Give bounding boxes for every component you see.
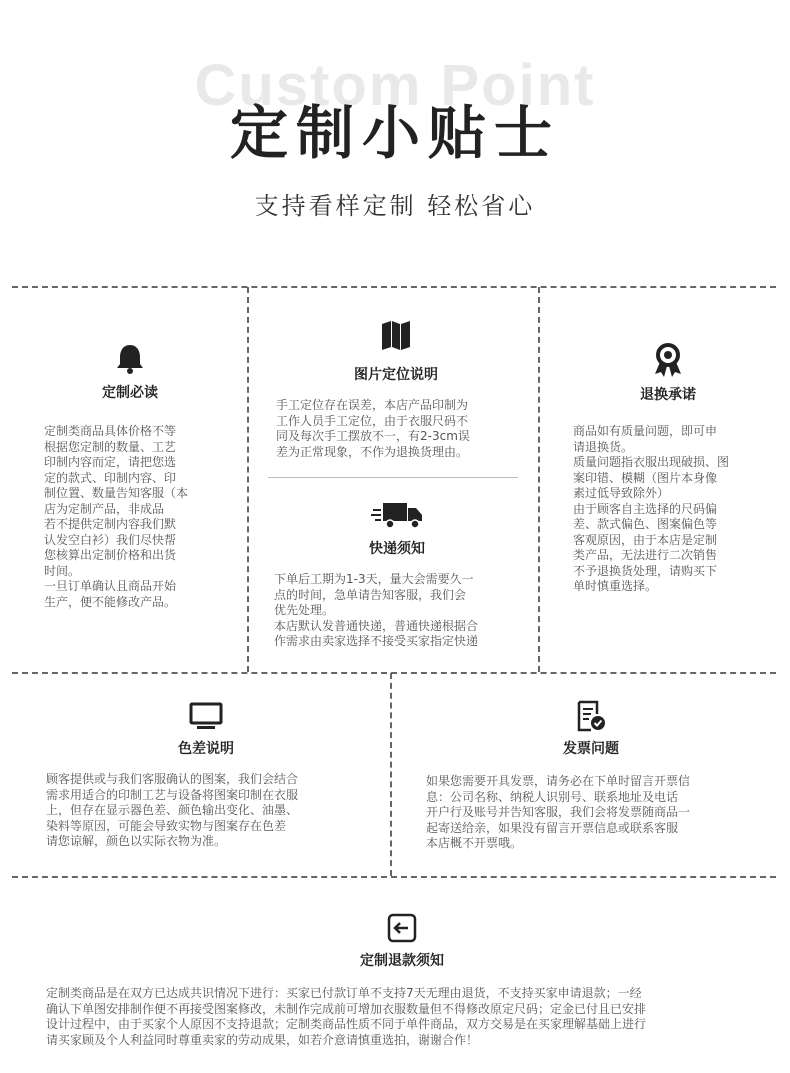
panel-text: 定制类商品是在双方已达成共识情况下进行：买家已付款订单不支持7天无理由退货，不支持买家申请退款；一经 确认下单图安排制作便不再接受图案修改，未制作完成前可增加衣服数量但不得修改原定尺码；定金已付且已安排 设计过程中，由于买家个人原因不支持退款；定制类商品性质不同于单件商品，双方交易是在买家理解基础上进行 请买家顾及个人利益同时尊重卖家的劳动成果，如若介意请慎重选拍，谢谢合作！ (46, 986, 647, 1047)
panel-text: 定制类商品具体价格不等 根据您定制的数量、工艺 印制内容而定，请把您选 定的款式、印制内容、印 制位置、数量告知客服（本 店为定制产品，非成品 若不提供定制内容我们默 认发空白衫）我们尽快帮 您核算出定制价格和出货 时间。 一旦订单确认且商品开始 生产，便不能修改产品。 (44, 424, 189, 609)
header (0, 0, 790, 270)
exit-icon (386, 912, 418, 944)
divider-top (12, 286, 776, 288)
panel-returns (573, 342, 763, 595)
invoice-icon (575, 700, 607, 732)
panel-text: 下单后工期为1-3天，量大会需要久一 点的时间，急单请告知客服，我们会 优先处理。 本店默认发普通快递，普通快递根据合 作需求由卖家选择不接受买家指定快递 (274, 572, 479, 648)
divider-bottom (12, 876, 776, 878)
page-title: 定制小贴士 (229, 99, 560, 167)
panel-title: 快递须知 (369, 541, 425, 557)
panel-image-position (276, 318, 516, 460)
panel-invoice (426, 700, 756, 852)
panel-color-difference (46, 702, 366, 850)
panel-text: 顾客提供或与我们客服确认的图案，我们会结合 需求用适合的印制工艺与设备将图案印制在衣服 上，但存在显示器色差、颜色输出变化、油墨、 染料等原因，可能会导致实物与图案存在色差 请您谅解，颜色以实际衣物为准。 (46, 772, 299, 848)
truck-icon (371, 500, 423, 530)
page-subtitle: 支持看样定制 轻松省心 (254, 192, 536, 220)
divider-col-3 (390, 673, 392, 876)
watermark-text: Custom Point (194, 53, 596, 118)
panel-text: 商品如有质量问题，即可申 请退换货。 质量问题指衣服出现破损、图 案印错、模糊（图片本身像 素过低导致除外） 由于顾客自主选择的尺码偏 差、款式偏色、图案偏色等 客观原因，由于本店是定制 类产品，无法进行二次销售 不予退换货处理，请购买下 单时慎重选择。 (573, 424, 730, 593)
panel-refund (46, 912, 758, 1048)
divider-col-1 (247, 287, 249, 672)
panel-title: 发票问题 (563, 741, 619, 757)
inner-divider (268, 477, 518, 478)
award-icon (651, 342, 685, 378)
panel-title: 图片定位说明 (354, 367, 438, 383)
divider-middle (12, 672, 776, 674)
panel-custom-notice (44, 342, 216, 610)
divider-col-2 (538, 287, 540, 672)
panel-text: 如果您需要开具发票，请务必在下单时留言开票信 息：公司名称、纳税人识别号、联系地址及电话 开户行及账号并告知客服，我们会将发票随商品一 起寄送给亲，如果没有留言开票信息或联系客服 本店概不开票哦。 (426, 774, 691, 850)
map-icon (379, 318, 413, 352)
panel-shipping (274, 500, 520, 650)
panel-title: 定制必读 (102, 385, 158, 401)
monitor-icon (189, 702, 223, 730)
panel-text: 手工定位存在误差，本店产品印制为 工作人员手工定位，由于衣服尺码不 同及每次手工摆放不一，有2-3cm误 差为正常现象，不作为退换货理由。 (276, 398, 470, 459)
panel-title: 色差说明 (178, 741, 234, 757)
panel-title: 退换承诺 (640, 387, 696, 403)
bell-icon (113, 342, 147, 376)
panel-title: 定制退款须知 (360, 953, 444, 969)
